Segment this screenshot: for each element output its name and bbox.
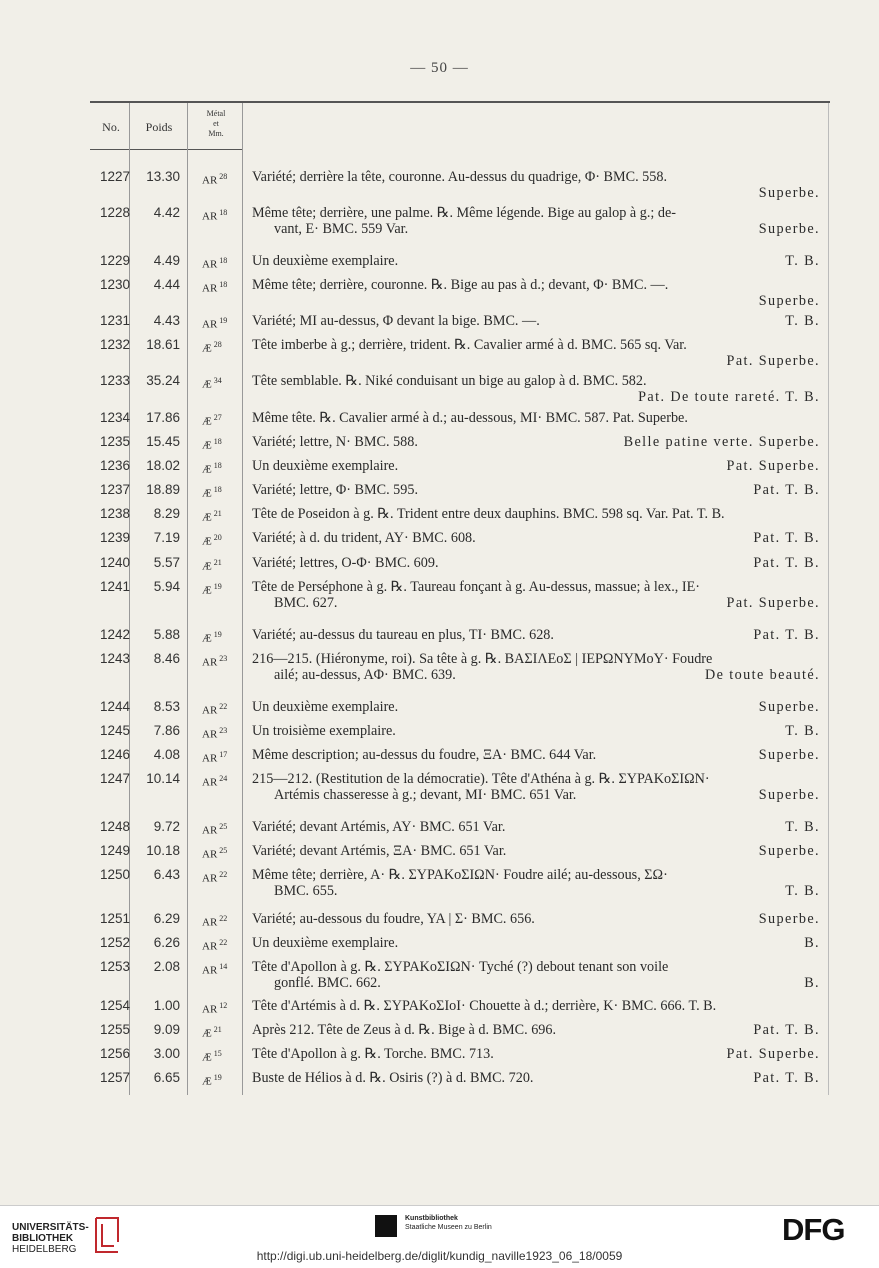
row-weight: 4.49 (153, 253, 180, 268)
row-metal-mm: 25 (219, 846, 228, 855)
row-metal-type: Æ (202, 463, 212, 476)
row-description (252, 651, 820, 683)
row-metal-type: Æ (202, 1075, 212, 1088)
description-line (252, 627, 820, 643)
row-weight: 4.43 (153, 313, 180, 328)
row-metal (202, 1070, 242, 1090)
row-metal-mm: 21 (213, 1025, 222, 1034)
condition-grade: Superbe. (758, 787, 820, 803)
condition-grade: Superbe. (758, 221, 820, 237)
row-metal-type: AR (202, 282, 218, 295)
row-metal (202, 843, 242, 863)
condition-grade: Pat. Superbe. (726, 458, 820, 474)
description-text: Un troisième exemplaire. (252, 723, 396, 739)
row-metal-mm: 22 (219, 938, 228, 947)
description-line (252, 819, 820, 835)
row-metal (202, 506, 242, 526)
row-metal-type: AR (202, 1003, 218, 1016)
row-metal-mm: 34 (213, 376, 222, 385)
condition-grade: Pat. T. B. (753, 530, 820, 546)
row-number: 1236 (99, 458, 130, 473)
row-number: 1232 (99, 337, 130, 352)
row-metal-mm: 18 (213, 485, 222, 494)
row-metal-mm: 18 (219, 256, 228, 265)
row-metal-mm: 15 (213, 1049, 222, 1058)
description-text: Un deuxième exemplaire. (252, 253, 399, 269)
row-weight: 4.44 (153, 277, 180, 292)
header-poids: Poids (145, 120, 173, 134)
condition-grade: T. B. (785, 313, 820, 329)
row-metal-type: AR (202, 728, 218, 741)
description-text: ailé; au-dessus, AΦ· BMC. 639. (274, 667, 456, 683)
row-weight: 15.45 (146, 434, 180, 449)
description-line (252, 595, 820, 611)
row-metal-mm: 18 (219, 280, 228, 289)
condition-grade: B. (804, 975, 820, 991)
row-metal (202, 1022, 242, 1042)
row-metal (202, 482, 242, 502)
description-line (252, 555, 820, 571)
row-description (252, 579, 820, 611)
row-weight: 2.08 (153, 959, 180, 974)
row-number: 1228 (99, 205, 130, 220)
description-text: Un deuxième exemplaire. (252, 699, 399, 715)
condition-grade: Pat. Superbe. (726, 353, 820, 369)
description-line (252, 1046, 820, 1062)
row-weight: 10.18 (146, 843, 180, 858)
row-metal-type: AR (202, 824, 218, 837)
description-text: Variété; à d. du trident, AY· BMC. 608. (252, 530, 476, 546)
row-description (252, 337, 820, 369)
row-number: 1248 (99, 819, 130, 834)
description-text: Variété; devant Artémis, ΞA· BMC. 651 Var. (252, 843, 507, 859)
row-metal-type: AR (202, 848, 218, 861)
row-metal (202, 723, 242, 743)
row-metal-type: AR (202, 916, 218, 929)
row-metal-mm: 21 (213, 509, 222, 518)
row-metal-type: AR (202, 210, 218, 223)
description-text: Tête de Perséphone à g. ℞. Taureau fonçant à g. Au-dessus, massue; à lex., IE· (252, 579, 700, 595)
description-line (252, 667, 820, 683)
row-description (252, 959, 820, 991)
right-border-rule (828, 103, 829, 1095)
row-metal (202, 699, 242, 719)
row-description (252, 819, 820, 835)
condition-grade: T. B. (785, 253, 820, 269)
row-metal-type: AR (202, 656, 218, 669)
row-description (252, 205, 820, 237)
description-line (252, 530, 820, 546)
description-text: vant, E· BMC. 559 Var. (274, 221, 409, 237)
row-metal-mm: 18 (219, 208, 228, 217)
row-weight: 8.46 (153, 651, 180, 666)
row-metal (202, 959, 242, 979)
condition-grade: T. B. (785, 883, 820, 899)
row-weight: 18.61 (146, 337, 180, 352)
row-number: 1246 (99, 747, 130, 762)
row-number: 1234 (99, 410, 130, 425)
row-metal-mm: 22 (219, 870, 228, 879)
row-number: 1247 (99, 771, 130, 786)
description-text: Variété; lettre, N· BMC. 588. (252, 434, 418, 450)
row-number: 1239 (99, 530, 130, 545)
condition-grade: Belle patine verte. Superbe. (623, 434, 820, 450)
row-description (252, 1070, 820, 1086)
row-weight: 5.94 (153, 579, 180, 594)
description-line (252, 843, 820, 859)
row-weight: 6.43 (153, 867, 180, 882)
row-metal-type: Æ (202, 1051, 212, 1064)
row-number: 1238 (99, 506, 130, 521)
row-number: 1257 (99, 1070, 130, 1085)
condition-grade: Superbe. (758, 843, 820, 859)
row-weight: 9.09 (153, 1022, 180, 1037)
row-weight: 4.08 (153, 747, 180, 762)
row-metal (202, 434, 242, 454)
row-description (252, 998, 820, 1014)
row-weight: 7.19 (153, 530, 180, 545)
description-line (252, 723, 820, 739)
description-line (252, 434, 820, 450)
description-line (252, 747, 820, 763)
row-number: 1245 (99, 723, 130, 738)
row-number: 1243 (99, 651, 130, 666)
description-text: Tête d'Apollon à g. ℞. Torche. BMC. 713. (252, 1046, 494, 1062)
row-metal (202, 313, 242, 333)
row-metal (202, 747, 242, 767)
condition-grade: Superbe. (758, 185, 820, 201)
row-metal-type: Æ (202, 584, 212, 597)
row-description (252, 771, 820, 803)
description-text: Même tête; derrière, A· ℞. ΣΥΡΑΚοΣΙΩΝ· Foudre ailé; au-dessous, ΣΩ· (252, 867, 668, 883)
row-number: 1244 (99, 699, 130, 714)
header-no: No. (102, 120, 120, 134)
kunstbibliothek-logo-icon (375, 1215, 397, 1237)
row-metal (202, 253, 242, 273)
condition-grade: T. B. (785, 723, 820, 739)
row-metal-type: AR (202, 174, 218, 187)
description-text: Un deuxième exemplaire. (252, 458, 399, 474)
row-metal (202, 651, 242, 671)
row-metal-mm: 19 (213, 630, 222, 639)
row-metal-type: Æ (202, 378, 212, 391)
row-description (252, 313, 820, 329)
row-metal-mm: 27 (213, 413, 222, 422)
row-weight: 13.30 (146, 169, 180, 184)
description-text: Buste de Hélios à d. ℞. Osiris (?) à d. BMC. 720. (252, 1070, 534, 1086)
row-metal-mm: 28 (219, 172, 228, 181)
row-description (252, 935, 820, 951)
row-metal-type: Æ (202, 511, 212, 524)
row-metal (202, 1046, 242, 1066)
description-text: Variété; devant Artémis, AY· BMC. 651 Var. (252, 819, 506, 835)
description-line (252, 1070, 820, 1086)
row-description (252, 434, 820, 450)
row-description (252, 169, 820, 201)
description-line (252, 313, 820, 329)
row-weight: 8.29 (153, 506, 180, 521)
row-metal-type: Æ (202, 439, 212, 452)
column-rule-3 (242, 103, 243, 1095)
row-metal-mm: 24 (219, 774, 228, 783)
row-number: 1255 (99, 1022, 130, 1037)
dfg-logo: DFG (782, 1212, 845, 1247)
row-metal (202, 998, 242, 1018)
row-number: 1233 (99, 373, 130, 388)
row-number: 1229 (99, 253, 130, 268)
description-line (252, 458, 820, 474)
condition-grade: Pat. T. B. (753, 1070, 820, 1086)
row-description (252, 458, 820, 474)
row-weight: 6.26 (153, 935, 180, 950)
row-description (252, 277, 820, 309)
description-text: Même description; au-dessus du foudre, ΞA· BMC. 644 Var. (252, 747, 597, 763)
row-metal-mm: 22 (219, 914, 228, 923)
row-weight: 6.65 (153, 1070, 180, 1085)
description-text: Variété; MI au-dessus, Φ devant la bige. BMC. —. (252, 313, 540, 329)
row-number: 1256 (99, 1046, 130, 1061)
kb-line2: Staatliche Museen zu Berlin (405, 1224, 492, 1231)
description-text: Variété; derrière la tête, couronne. Au-dessus du quadrige, Φ· BMC. 558. (252, 169, 667, 185)
row-description (252, 911, 820, 927)
description-line (252, 883, 820, 899)
description-text: Variété; lettre, Φ· BMC. 595. (252, 482, 419, 498)
description-text: Tête imberbe à g.; derrière, trident. ℞. Cavalier armé à d. BMC. 565 sq. Var. (252, 337, 687, 353)
condition-grade: Pat. Superbe. (726, 595, 820, 611)
row-number: 1254 (99, 998, 130, 1013)
description-text: Artémis chasseresse à g.; devant, MI· BMC. 651 Var. (274, 787, 577, 803)
row-number: 1235 (99, 434, 130, 449)
row-number: 1252 (99, 935, 130, 950)
description-text: Tête d'Artémis à d. ℞. ΣΥΡΑΚοΣΙοΙ· Chouette à d.; derrière, K· BMC. 666. T. B. (252, 998, 717, 1014)
ub-line2: BIBLIOTHEK (12, 1233, 74, 1244)
description-text: Tête semblable. ℞. Niké conduisant un bige au galop à d. BMC. 582. (252, 373, 647, 389)
header-metal-line2: et (213, 119, 219, 128)
ub-line3: HEIDELBERG (12, 1244, 77, 1255)
condition-grade: Pat. De toute rareté. T. B. (638, 389, 820, 405)
row-weight: 6.29 (153, 911, 180, 926)
page-number: — 50 — (410, 60, 469, 76)
description-text: Variété; au-dessous du foudre, YA | Σ· BMC. 656. (252, 911, 535, 927)
row-metal-mm: 28 (213, 340, 222, 349)
row-weight: 5.88 (153, 627, 180, 642)
row-description (252, 747, 820, 763)
row-weight: 10.14 (146, 771, 180, 786)
row-metal (202, 579, 242, 599)
condition-grade: B. (804, 935, 820, 951)
row-number: 1251 (99, 911, 130, 926)
header-metal-line1: Métal (206, 109, 226, 118)
description-text: Même tête. ℞. Cavalier armé à d.; au-dessous, MI· BMC. 587. Pat. Superbe. (252, 410, 688, 426)
table-top-rule (90, 101, 830, 103)
kb-line1: Kunstbibliothek (405, 1215, 458, 1222)
column-rule-2 (187, 103, 188, 1095)
row-metal-mm: 20 (213, 533, 222, 542)
description-line (252, 935, 820, 951)
row-weight: 17.86 (146, 410, 180, 425)
description-text: Variété; lettres, O-Φ· BMC. 609. (252, 555, 439, 571)
condition-grade: T. B. (785, 819, 820, 835)
row-metal-mm: 22 (219, 702, 228, 711)
row-metal-mm: 19 (213, 1073, 222, 1082)
row-metal-type: Æ (202, 415, 212, 428)
row-number: 1240 (99, 555, 130, 570)
row-metal (202, 935, 242, 955)
description-text: Variété; au-dessus du taureau en plus, TI· BMC. 628. (252, 627, 554, 643)
row-metal-mm: 23 (219, 726, 228, 735)
row-metal-mm: 17 (219, 750, 228, 759)
description-text: Un deuxième exemplaire. (252, 935, 399, 951)
row-description (252, 410, 820, 426)
row-weight: 18.89 (146, 482, 180, 497)
row-metal (202, 530, 242, 550)
row-metal (202, 410, 242, 430)
row-weight: 18.02 (146, 458, 180, 473)
row-metal-type: Æ (202, 487, 212, 500)
row-metal (202, 771, 242, 791)
row-metal (202, 458, 242, 478)
row-metal-type: Æ (202, 560, 212, 573)
row-description (252, 843, 820, 859)
row-weight: 1.00 (153, 998, 180, 1013)
row-metal-mm: 18 (213, 461, 222, 470)
condition-grade: Pat. T. B. (753, 555, 820, 571)
row-metal-mm: 14 (219, 962, 228, 971)
source-url[interactable]: http://digi.ub.uni-heidelberg.de/diglit/kundig_naville1923_06_18/0059 (256, 1249, 623, 1263)
row-metal-mm: 18 (213, 437, 222, 446)
row-metal-type: Æ (202, 535, 212, 548)
row-metal (202, 337, 242, 357)
condition-grade: Pat. T. B. (753, 627, 820, 643)
description-line (252, 221, 820, 237)
header-bottom-rule (90, 149, 242, 150)
condition-grade: Superbe. (758, 293, 820, 309)
description-line (252, 911, 820, 927)
row-number: 1249 (99, 843, 130, 858)
row-weight: 7.86 (153, 723, 180, 738)
row-metal (202, 911, 242, 931)
row-weight: 35.24 (146, 373, 180, 388)
description-text: BMC. 655. (274, 883, 338, 899)
row-metal-type: AR (202, 964, 218, 977)
header-metal (188, 109, 244, 139)
condition-grade: Pat. Superbe. (726, 1046, 820, 1062)
row-metal-type: Æ (202, 632, 212, 645)
row-description (252, 506, 820, 522)
row-number: 1227 (99, 169, 130, 184)
description-text: 216—215. (Hiéronyme, roi). Sa tête à g. ℞. ΒΑΣΙΛΕοΣ | ΙΕΡΩΝΥΜοΥ· Foudre (252, 651, 713, 667)
condition-grade: Pat. T. B. (753, 482, 820, 498)
row-description (252, 373, 820, 405)
description-text: BMC. 627. (274, 595, 338, 611)
description-text: Tête d'Apollon à g. ℞. ΣΥΡΑΚοΣΙΩΝ· Tyché (?) debout tenant son voile (252, 959, 669, 975)
row-description (252, 482, 820, 498)
row-weight: 4.42 (153, 205, 180, 220)
row-metal (202, 867, 242, 887)
row-number: 1242 (99, 627, 130, 642)
description-line (252, 787, 820, 803)
row-metal-type: Æ (202, 1027, 212, 1040)
description-text: Même tête; derrière, une palme. ℞. Même légende. Bige au galop à g.; de- (252, 205, 676, 221)
row-number: 1253 (99, 959, 130, 974)
description-text: Même tête; derrière, couronne. ℞. Bige au pas à d.; devant, Φ· BMC. —. (252, 277, 669, 293)
description-text: Après 212. Tête de Zeus à d. ℞. Bige à d. BMC. 696. (252, 1022, 557, 1038)
row-description (252, 627, 820, 643)
row-number: 1237 (99, 482, 130, 497)
row-description (252, 723, 820, 739)
description-line (252, 975, 820, 991)
description-text: gonflé. BMC. 662. (274, 975, 381, 991)
row-description (252, 530, 820, 546)
row-metal (202, 627, 242, 647)
row-metal-type: AR (202, 704, 218, 717)
row-metal-mm: 23 (219, 654, 228, 663)
row-metal (202, 555, 242, 575)
condition-grade: Superbe. (758, 747, 820, 763)
condition-grade: Superbe. (758, 911, 820, 927)
row-metal-type: AR (202, 318, 218, 331)
row-number: 1250 (99, 867, 130, 882)
row-metal-mm: 21 (213, 558, 222, 567)
row-weight: 5.57 (153, 555, 180, 570)
description-line (252, 482, 820, 498)
description-line (252, 699, 820, 715)
row-metal-mm: 19 (213, 582, 222, 591)
row-number: 1230 (99, 277, 130, 292)
condition-grade: Pat. T. B. (753, 1022, 820, 1038)
condition-grade: Superbe. (758, 699, 820, 715)
row-metal-type: AR (202, 258, 218, 271)
row-metal (202, 205, 242, 225)
row-metal (202, 819, 242, 839)
header-metal-line3: Mm. (208, 129, 224, 138)
row-metal (202, 277, 242, 297)
row-metal (202, 169, 242, 189)
row-description (252, 699, 820, 715)
row-metal-type: AR (202, 940, 218, 953)
ub-line1: UNIVERSITÄTS- (12, 1222, 89, 1233)
row-description (252, 867, 820, 899)
description-line (252, 253, 820, 269)
row-description (252, 253, 820, 269)
condition-grade: De toute beauté. (705, 667, 820, 683)
row-metal-type: AR (202, 752, 218, 765)
row-description (252, 1022, 820, 1038)
description-line (252, 1022, 820, 1038)
row-metal-type: AR (202, 776, 218, 789)
description-text: 215—212. (Restitution de la démocratie). Tête d'Athéna à g. ℞. ΣΥΡΑΚοΣΙΩΝ· (252, 771, 710, 787)
row-number: 1231 (99, 313, 130, 328)
row-description (252, 1046, 820, 1062)
row-metal-type: Æ (202, 342, 212, 355)
description-text: Tête de Poseidon à g. ℞. Trident entre deux dauphins. BMC. 598 sq. Var. Pat. T. B. (252, 506, 725, 522)
row-weight: 3.00 (153, 1046, 180, 1061)
kunstbibliothek-logo-text (405, 1214, 492, 1232)
row-metal-mm: 19 (219, 316, 228, 325)
row-metal-mm: 12 (219, 1001, 228, 1010)
row-description (252, 555, 820, 571)
row-number: 1241 (99, 579, 130, 594)
row-metal (202, 373, 242, 393)
row-metal-type: AR (202, 872, 218, 885)
row-weight: 9.72 (153, 819, 180, 834)
row-weight: 8.53 (153, 699, 180, 714)
row-metal-mm: 25 (219, 822, 228, 831)
